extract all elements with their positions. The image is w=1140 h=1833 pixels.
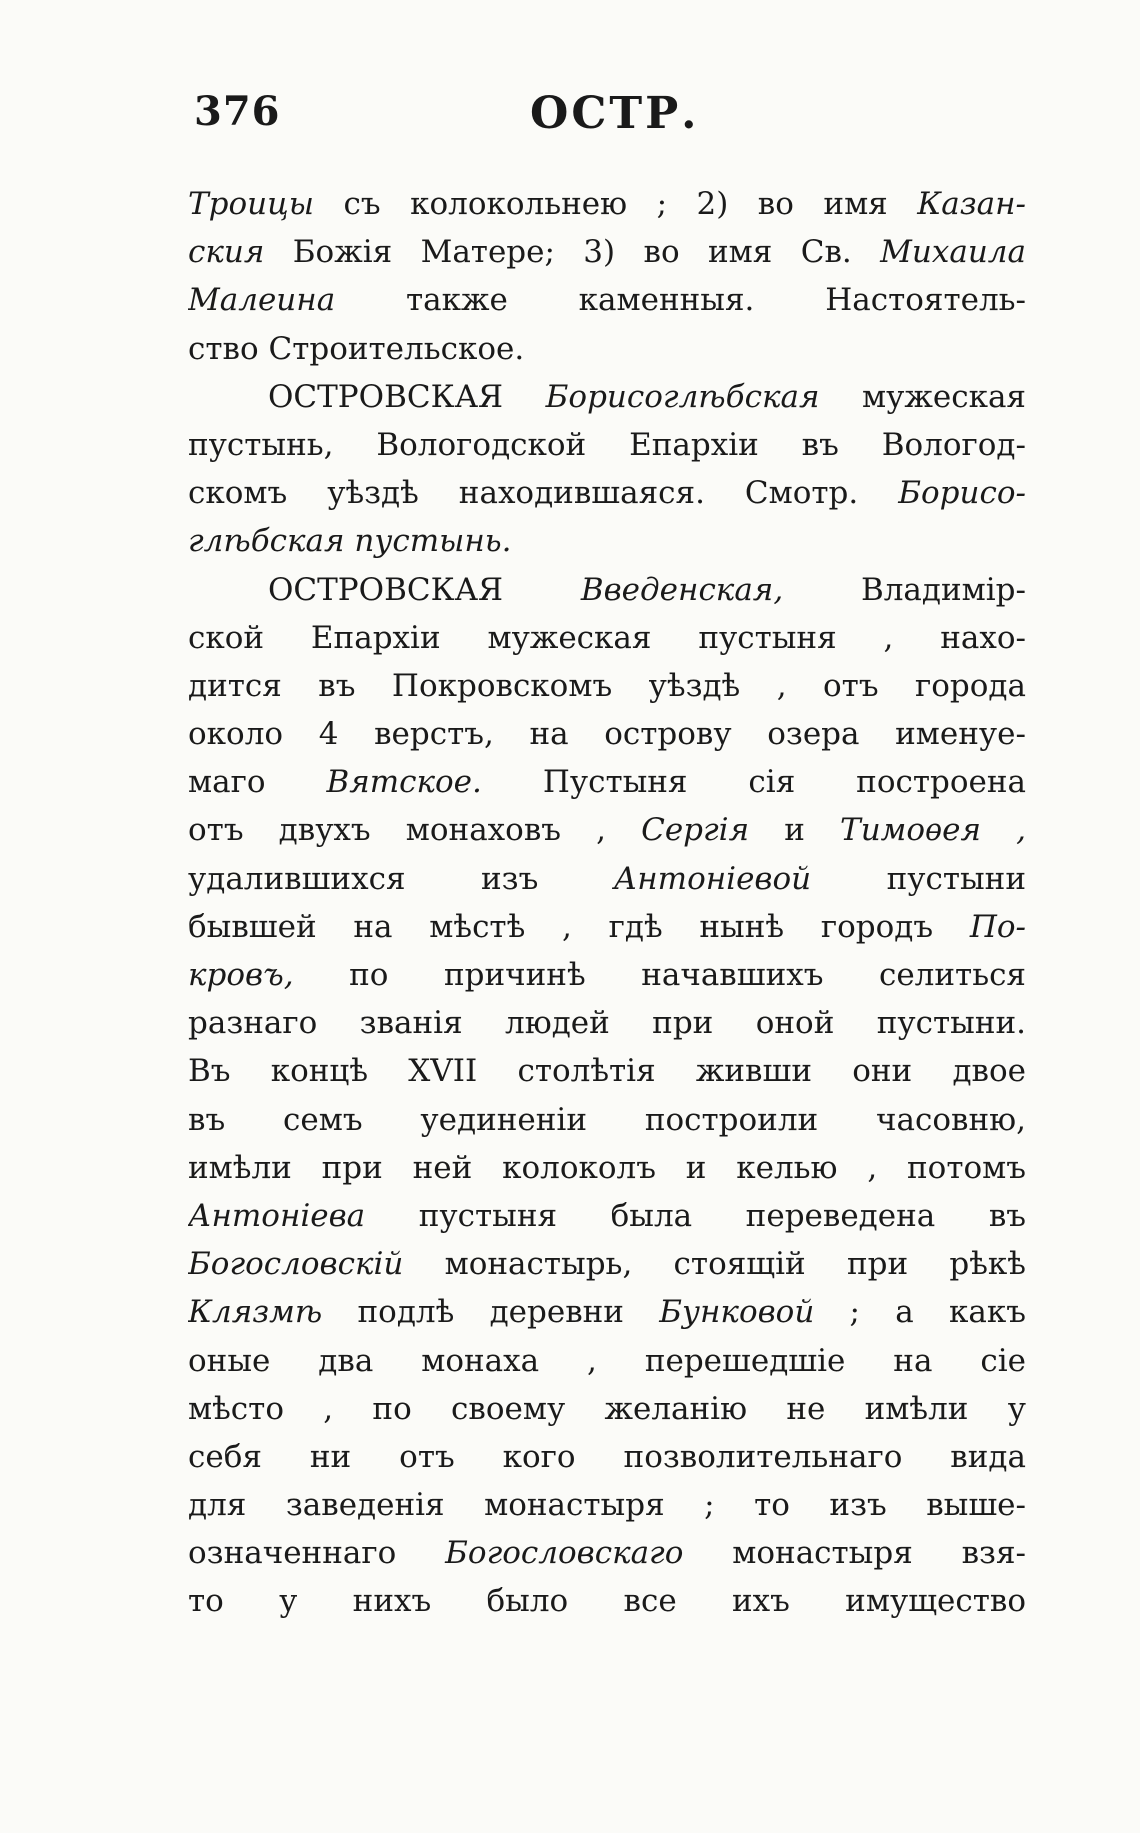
text-segment: монастырь, стоящій при рѣкѣ (403, 1246, 1026, 1283)
text-segment: ОСТРОВСКАЯ (268, 378, 546, 415)
text-segment: для заведенія монастыря ; то изъ выше- (188, 1487, 1026, 1524)
text-segment: ство Строительское. (188, 330, 525, 367)
text-line (188, 373, 1026, 421)
italic-text: Клязмѣ (188, 1294, 323, 1331)
italic-text: Антоніевой (613, 860, 812, 897)
text-segment: мѣсто , по своему желанію не имѣли у (188, 1390, 1026, 1427)
italic-text: Казан- (917, 186, 1026, 222)
body-text (188, 180, 1026, 1626)
italic-text: Михаила (880, 234, 1026, 271)
italic-text: Борисо- (898, 475, 1026, 512)
text-segment: себя ни отъ кого позволительнаго вида (188, 1438, 1026, 1475)
text-line (188, 566, 1026, 614)
italic-text: Вятское. (326, 764, 482, 801)
text-segment: Пустыня сія построена (481, 764, 1026, 801)
text-segment: около 4 верстъ, на острову озера именуе- (188, 716, 1026, 753)
text-segment: по причинѣ начавшихъ селиться (293, 957, 1026, 993)
text-segment: маго (188, 764, 327, 801)
text-segment: дится въ Покровскомъ уѣздѣ , отъ города (188, 667, 1026, 704)
text-segment: и (749, 812, 841, 849)
text-segment: пустыня была переведена въ (365, 1197, 1026, 1234)
text-line (188, 228, 1026, 276)
text-segment: пустыни (811, 860, 1026, 897)
text-segment: отъ двухъ монаховъ , (188, 812, 642, 849)
page-header (190, 88, 1030, 148)
text-segment: ; а какъ (814, 1294, 1026, 1331)
text-line (188, 1144, 1026, 1192)
text-segment: означеннаго (188, 1535, 446, 1572)
text-line (188, 1096, 1026, 1144)
italic-text: Бунковой (659, 1294, 815, 1331)
text-line (188, 1337, 1026, 1385)
text-segment: также каменныя. Настоятель- (335, 282, 1026, 319)
running-head: ОСТР. (530, 88, 700, 139)
italic-text: Тимоѳея , (840, 812, 1026, 849)
text-line (188, 614, 1026, 662)
text-line (188, 1385, 1026, 1433)
text-segment: Владимір- (783, 571, 1026, 608)
text-segment: мужеская (819, 378, 1026, 415)
text-line (188, 276, 1026, 324)
text-segment: бывшей на мѣстѣ , гдѣ нынѣ городъ (188, 908, 970, 945)
italic-text: ския (188, 234, 265, 271)
text-line (188, 1192, 1026, 1240)
page-number: 376 (194, 88, 281, 135)
italic-text: Борисоглѣбская (545, 378, 820, 415)
text-line (188, 517, 1026, 565)
italic-text: Антоніева (188, 1197, 366, 1234)
text-segment: ОСТРОВСКАЯ (268, 571, 581, 608)
text-line (188, 1288, 1026, 1336)
text-segment: удалившихся изъ (188, 860, 614, 897)
text-line (188, 1577, 1026, 1625)
text-segment: имѣли при ней колоколъ и келью , потомъ (188, 1149, 1026, 1186)
italic-text: Сергія (641, 812, 750, 849)
text-line (188, 1529, 1026, 1577)
text-line (188, 855, 1026, 903)
text-line (188, 1481, 1026, 1529)
text-segment: Божія Матере; 3) во имя Св. (264, 234, 881, 271)
italic-text: Введенская, (580, 571, 784, 608)
text-line (188, 662, 1026, 710)
text-line (188, 903, 1026, 951)
text-line (188, 421, 1026, 469)
italic-text: Богословскаго (445, 1535, 684, 1572)
text-segment: пустынь, Вологодской Епархіи въ Вологод- (188, 426, 1026, 463)
text-segment: разнаго званія людей при оной пустыни. (188, 1005, 1026, 1042)
italic-text: По- (969, 908, 1026, 945)
text-segment: ской Епархіи мужеская пустыня , нахо- (188, 619, 1026, 656)
text-line (188, 1047, 1026, 1095)
text-segment: Въ концѣ XVII столѣтія живши они двое (188, 1053, 1026, 1090)
text-segment: скомъ уѣздѣ находившаяся. Смотр. (188, 475, 899, 512)
text-segment: съ колокольнею ; 2) во имя (314, 186, 918, 222)
italic-text: Троицы (188, 186, 315, 222)
italic-text: Богословскій (188, 1246, 404, 1283)
text-line (188, 1433, 1026, 1481)
text-line (188, 710, 1026, 758)
text-line (188, 951, 1026, 999)
text-line (188, 806, 1026, 854)
italic-text: Малеина (188, 282, 336, 319)
italic-text: кровъ, (188, 957, 294, 993)
text-line (188, 180, 1026, 228)
text-segment: монастыря взя- (683, 1535, 1026, 1572)
italic-text: глѣбская пустынь. (188, 523, 512, 560)
text-line (188, 325, 1026, 373)
text-segment: то у нихъ было все ихъ имущество (188, 1583, 1026, 1620)
text-line (188, 1240, 1026, 1288)
text-line (188, 999, 1026, 1047)
text-segment: подлѣ деревни (322, 1294, 660, 1331)
text-segment: оные два монаха , перешедшіе на сіе (188, 1342, 1026, 1379)
text-line (188, 469, 1026, 517)
text-segment: въ семъ уединеніи построили часовню, (188, 1101, 1026, 1138)
text-line (188, 758, 1026, 806)
